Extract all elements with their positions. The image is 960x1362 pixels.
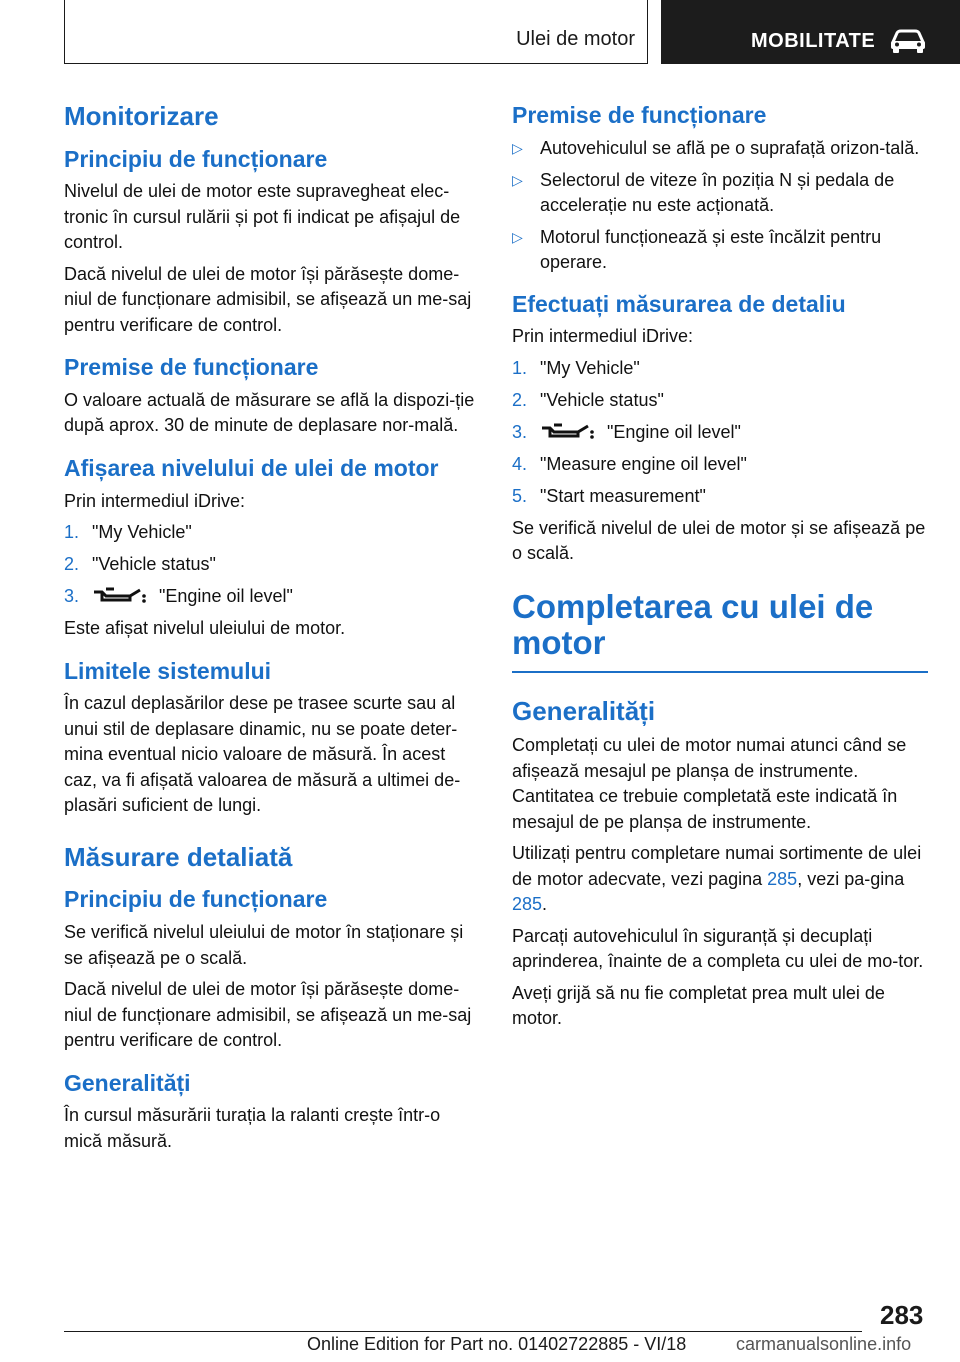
paragraph: O valoare actuală de măsurare se află la dispozi‐ție după aprox. 30 de minute de deplasare nor‐mală.: [64, 389, 475, 436]
heading-premise: Premise de funcționare: [64, 354, 319, 381]
paragraph: Parcați autovehiculul în siguranță și decuplați aprinderea, înainte de a completa cu ulei de mo‐tor.: [512, 925, 924, 972]
paragraph: În cursul măsurării turația la ralanti crește într-o mică măsură.: [64, 1105, 441, 1151]
heading-generalitati-2: Generalități: [512, 696, 656, 727]
page-number: 283: [880, 1300, 924, 1330]
paragraph: Prin intermediul iDrive:: [64, 490, 246, 511]
heading-masurare-detaliata: Măsurare detaliată: [64, 841, 293, 872]
heading-principiu: Principiu de funcționare: [64, 145, 328, 172]
paragraph: Nivelul de ulei de motor este supravegheat elec‐tronic în cursul rulării și pot fi indicat pe afișajul de control.: [64, 181, 461, 253]
paragraph: Dacă nivelul de ulei de motor își părăsește dome‐niul de funcționare admisibil, se afișează un me‐saj pentru verificare de control.: [64, 263, 472, 335]
paragraph: Este afișat nivelul uleiului de motor.: [64, 618, 346, 639]
heading-efectuati: Efectuați măsurarea de detaliu: [512, 290, 846, 317]
heading-completarea: Completarea cu ulei de motor: [512, 589, 928, 674]
paragraph: Aveți grijă să nu fie completat prea mult ulei de motor.: [512, 982, 885, 1029]
paragraph: Se verifică nivelul uleiului de motor în staționare și se afișează pe o scală.: [64, 922, 464, 968]
step-number: 1.: [512, 357, 528, 378]
step-number: 3.: [64, 586, 80, 607]
list-item: [512, 420, 928, 445]
list-item: [512, 356, 928, 381]
measure-steps-list: [512, 356, 928, 509]
right-column: [512, 100, 928, 1038]
condition-text: Selectorul de viteze în poziția N și pedala de accelerație nu este acționată.: [540, 169, 895, 215]
heading-afisarea: Afișarea nivelului de ulei de motor: [64, 454, 439, 481]
text-fragment: , vezi pa‐gina: [797, 868, 905, 889]
paragraph-with-links: [512, 841, 928, 918]
condition-text: Motorul funcționează și este încălzit pentru operare.: [540, 226, 882, 272]
list-item: [512, 136, 928, 161]
step-number: 1.: [64, 522, 80, 543]
list-item: [64, 584, 480, 609]
header-chapter-title: MOBILITATE: [751, 30, 876, 52]
step-text: "Engine oil level": [159, 586, 293, 607]
paragraph: Prin intermediul iDrive:: [512, 326, 694, 347]
step-text: "Engine oil level": [607, 421, 741, 442]
list-item: [64, 552, 480, 577]
page-link[interactable]: 285: [767, 868, 798, 889]
step-text: "My Vehicle": [92, 522, 192, 543]
text-fragment: .: [542, 894, 548, 915]
heading-limitele: Limitele sistemului: [64, 657, 272, 684]
heading-monitorizare: Monitorizare: [64, 101, 219, 131]
step-number: 2.: [512, 389, 528, 410]
paragraph: În cazul deplasărilor dese pe trasee scurte sau al unui stil de deplasare dinamic, nu se poate deter‐mina eventual nicio valoare de măsură. În acest caz, va fi afișată valoarea de măsură a ultimei de‐plasări suficient de lungi.: [64, 693, 461, 816]
header-chapter-box: [661, 0, 960, 64]
triangle-bullet-icon: ▷: [512, 139, 523, 156]
header-section-box: [64, 0, 648, 64]
step-text: "Vehicle status": [540, 389, 664, 410]
step-text: "Measure engine oil level": [540, 453, 747, 474]
condition-text: Autovehiculul se află pe o suprafață orizon‐tală.: [540, 137, 920, 158]
step-text: "My Vehicle": [540, 357, 640, 378]
step-number: 4.: [512, 453, 528, 474]
header-section-title: Ulei de motor: [516, 28, 635, 50]
triangle-bullet-icon: ▷: [512, 171, 523, 188]
paragraph: Se verifică nivelul de ulei de motor și se afișează pe o scală.: [512, 517, 926, 564]
heading-generalitati: Generalități: [64, 1069, 191, 1096]
triangle-bullet-icon: ▷: [512, 228, 523, 245]
heading-premise-2: Premise de funcționare: [512, 102, 767, 128]
list-item: [512, 388, 928, 413]
idrive-steps-list: [64, 520, 480, 609]
paragraph: Dacă nivelul de ulei de motor își părăsește dome‐niul de funcționare admisibil, se afișează un me‐saj pentru verificare de control.: [64, 979, 472, 1051]
car-icon: [889, 28, 927, 54]
footer-edition: Online Edition for Part no. 01402722885 - VI/18: [307, 1334, 687, 1354]
oil-can-icon: [92, 586, 148, 604]
step-text: "Vehicle status": [92, 554, 216, 575]
step-number: 2.: [64, 554, 80, 575]
list-item: [512, 225, 928, 275]
step-text: "Start measurement": [540, 485, 706, 506]
list-item: [512, 452, 928, 477]
list-item: [512, 168, 928, 218]
oil-can-icon: [540, 422, 596, 440]
heading-principiu-2: Principiu de funcționare: [64, 886, 328, 913]
step-number: 3.: [512, 421, 528, 442]
left-column: [64, 100, 480, 1160]
page-link[interactable]: 285: [512, 894, 543, 915]
list-item: [512, 484, 928, 509]
text-fragment: Utilizați pentru completare numai sortimente de ulei de motor adecvate, vezi pagina: [512, 843, 922, 889]
step-number: 5.: [512, 485, 528, 506]
footer-divider: [64, 1331, 862, 1332]
paragraph: Completați cu ulei de motor numai atunci când se afișează mesajul pe planșa de instrumente. Cantitatea ce trebuie completată este indicată în mesajul de pe planșa de instrumente.: [512, 735, 907, 832]
watermark: carmanualsonline.info: [736, 1334, 912, 1354]
conditions-list: [512, 136, 928, 275]
list-item: [64, 520, 480, 545]
